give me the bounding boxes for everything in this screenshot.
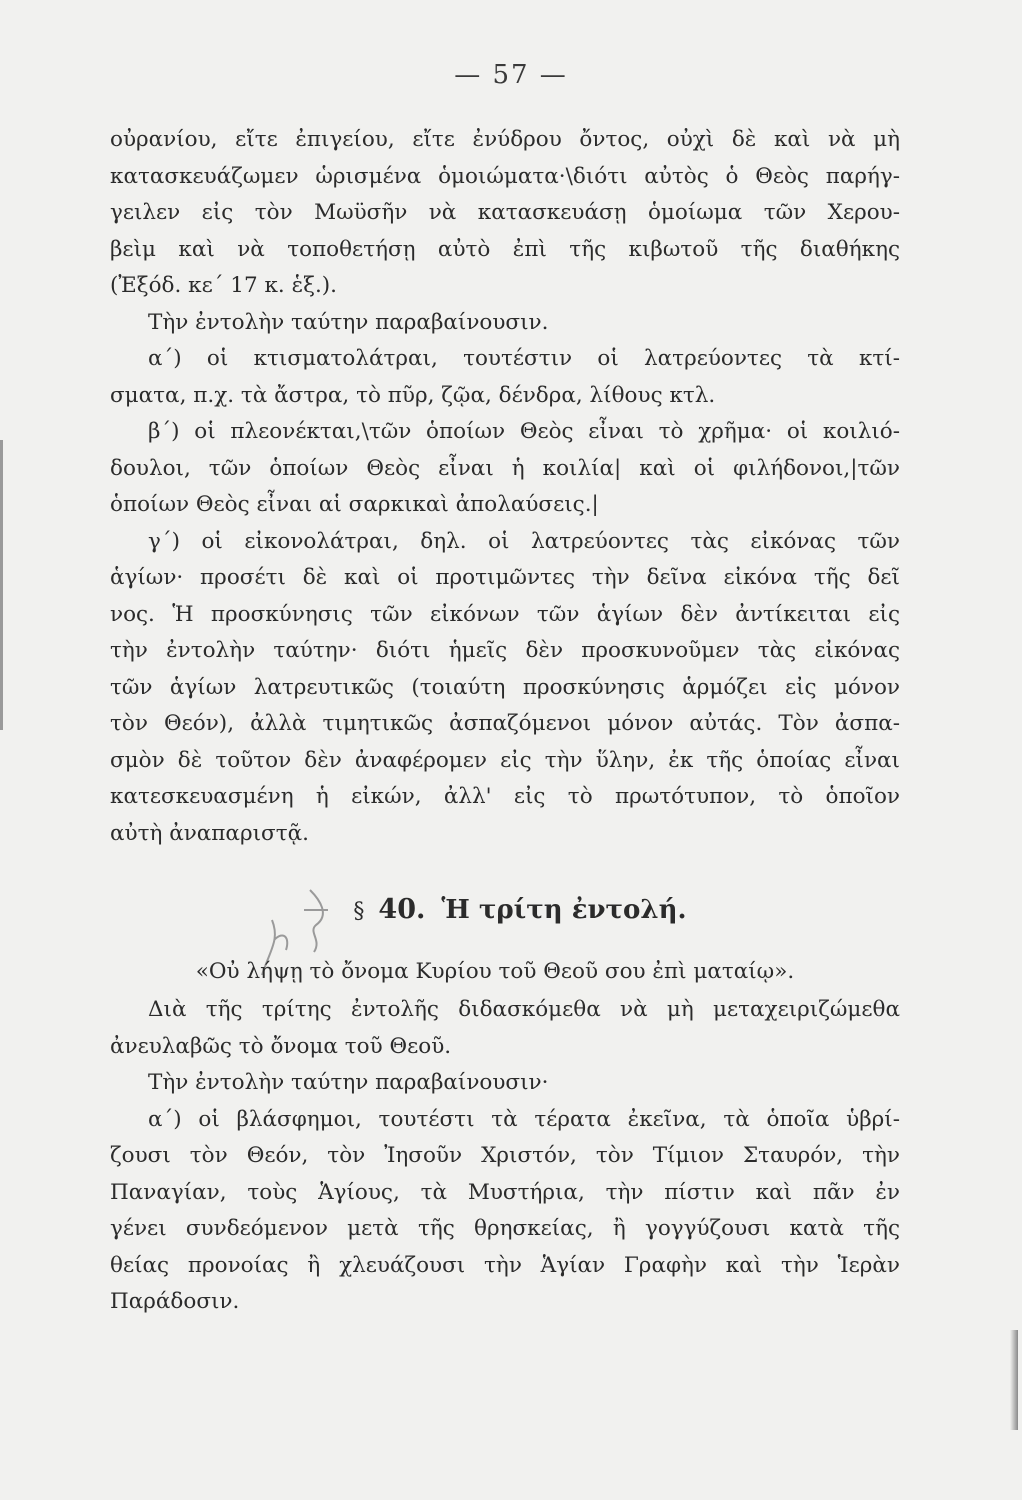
text-line: Τὴν ἐντολὴν ταύτην παραβαίνουσιν. xyxy=(148,309,549,335)
text-line: ἀνευλαβῶς τὸ ὄνομα τοῦ Θεοῦ. xyxy=(110,1033,452,1059)
text-line: Παράδοσιν. xyxy=(110,1289,240,1314)
section-heading xyxy=(110,886,900,934)
text-line: κατεσκευασμένη ἡ εἰκών, ἀλλ' εἰς τὸ πρωτότυπον, τὸ ὁποῖον xyxy=(110,784,900,809)
text-line: (Ἐξόδ. κε΄ 17 κ. ἑξ.). xyxy=(110,273,338,298)
text-line: οὐρανίου, εἴτε ἐπιγείου, εἴτε ἐνύδρου ὄντος, οὐχὶ δὲ καὶ νὰ μὴ xyxy=(110,127,900,152)
text-line: τὸν Θεόν), ἀλλὰ τιμητικῶς ἀσπαζόμενοι μόνον αὐτάς. Τὸν ἀσπα- xyxy=(110,711,900,736)
section-symbol: § xyxy=(353,899,365,924)
page-number: — 57 — xyxy=(454,60,568,90)
text-line: θείας προνοίας ἢ χλευάζουσι τὴν Ἁγίαν Γραφὴν καὶ τὴν Ἱερὰν xyxy=(110,1252,900,1278)
text-line: σματα, π.χ. τὰ ἄστρα, τὸ πῦρ, ζῷα, δένδρα, λίθους κτλ. xyxy=(110,382,716,408)
commandment-quote: «Οὐ λήψῃ τὸ ὄνομα Κυρίου τοῦ Θεοῦ σου ἐπὶ ματαίῳ». xyxy=(195,959,795,984)
text-line: βεὶμ καὶ νὰ τοποθετήσῃ αὐτὸ ἐπὶ τῆς κιβωτοῦ τῆς διαθήκης xyxy=(110,236,900,262)
text-line: νος. Ἡ προσκύνησις τῶν εἰκόνων τῶν ἁγίων δὲν ἀντίκειται εἰς xyxy=(110,601,900,627)
text-line: α΄) οἱ βλάσφημοι, τουτέστι τὰ τέρατα ἐκεῖνα, τὰ ὁποῖα ὑβρί- xyxy=(148,1106,900,1132)
section-title: Ἡ τρίτη ἐντολή. xyxy=(441,895,687,925)
spacer xyxy=(110,934,900,952)
section-number: 40. xyxy=(378,894,426,925)
spacer xyxy=(110,852,900,886)
text-line: ὁποίων Θεὸς εἶναι αἱ σαρκικαὶ ἀπολαύσεις.| xyxy=(110,492,599,517)
text-line: Παναγίαν, τοὺς Ἁγίους, τὰ Μυστήρια, τὴν πίστιν καὶ πᾶν ἐν xyxy=(110,1179,900,1205)
text-line: γειλεν εἰς τὸν Μωϋσῆν νὰ κατασκευάσῃ ὁμοίωμα τῶν Χερου- xyxy=(110,200,900,225)
text-line: τὴν ἐντολὴν ταύτην· διότι ἡμεῖς δὲν προσκυνοῦμεν τὰς εἰκόνας xyxy=(110,638,900,663)
text-line: Τὴν ἐντολὴν ταύτην παραβαίνουσιν· xyxy=(148,1070,549,1095)
text-line: ζουσι τὸν Θεόν, τὸν Ἰησοῦν Χριστόν, τὸν Τίμιον Σταυρόν, τὴν xyxy=(110,1143,900,1168)
text-line: γ΄) οἱ εἰκονολάτραι, δηλ. οἱ λατρεύοντες τὰς εἰκόνας τῶν xyxy=(148,528,900,554)
text-line: σμὸν δὲ τοῦτον δὲν ἀναφέρομεν εἰς τὴν ὕλην, ἐκ τῆς ὁποίας εἶναι xyxy=(110,747,900,773)
text-line: β΄) οἱ πλεονέκται,\τῶν ὁποίων Θεὸς εἶναι τὸ χρῆμα· οἱ κοιλιό- xyxy=(148,419,900,444)
text-line: ἁγίων· προσέτι δὲ καὶ οἱ προτιμῶντες τὴν δεῖνα εἰκόνα τῆς δεῖ xyxy=(110,565,900,590)
margin-binding-shadow xyxy=(0,440,3,730)
margin-edge-shadow xyxy=(1010,1330,1018,1430)
text-line: Διὰ τῆς τρίτης ἐντολῆς διδασκόμεθα νὰ μὴ μεταχειριζώμεθα xyxy=(148,997,900,1022)
text-line: δουλοι, τῶν ὁποίων Θεὸς εἶναι ἡ κοιλία| καὶ οἱ φιλήδονοι,|τῶν xyxy=(110,455,900,481)
text-line: αὐτὴ ἀναπαριστᾷ. xyxy=(110,820,309,846)
text-line: κατασκευάζωμεν ὡρισμένα ὁμοιώματα·\διότι αὐτὸς ὁ Θεὸς παρήγ- xyxy=(110,163,900,189)
text-line: α΄) οἱ κτισματολάτραι, τουτέστιν οἱ λατρεύοντες τὰ κτί- xyxy=(148,346,900,371)
text-line: γένει συνδεόμενον μετὰ τῆς θρησκείας, ἢ γογγύζουσι κατὰ τῆς xyxy=(110,1216,900,1241)
page-text xyxy=(110,122,900,1321)
text-line: τῶν ἁγίων λατρευτικῶς (τοιαύτη προσκύνησις ἁρμόζει εἰς μόνον xyxy=(110,674,900,700)
